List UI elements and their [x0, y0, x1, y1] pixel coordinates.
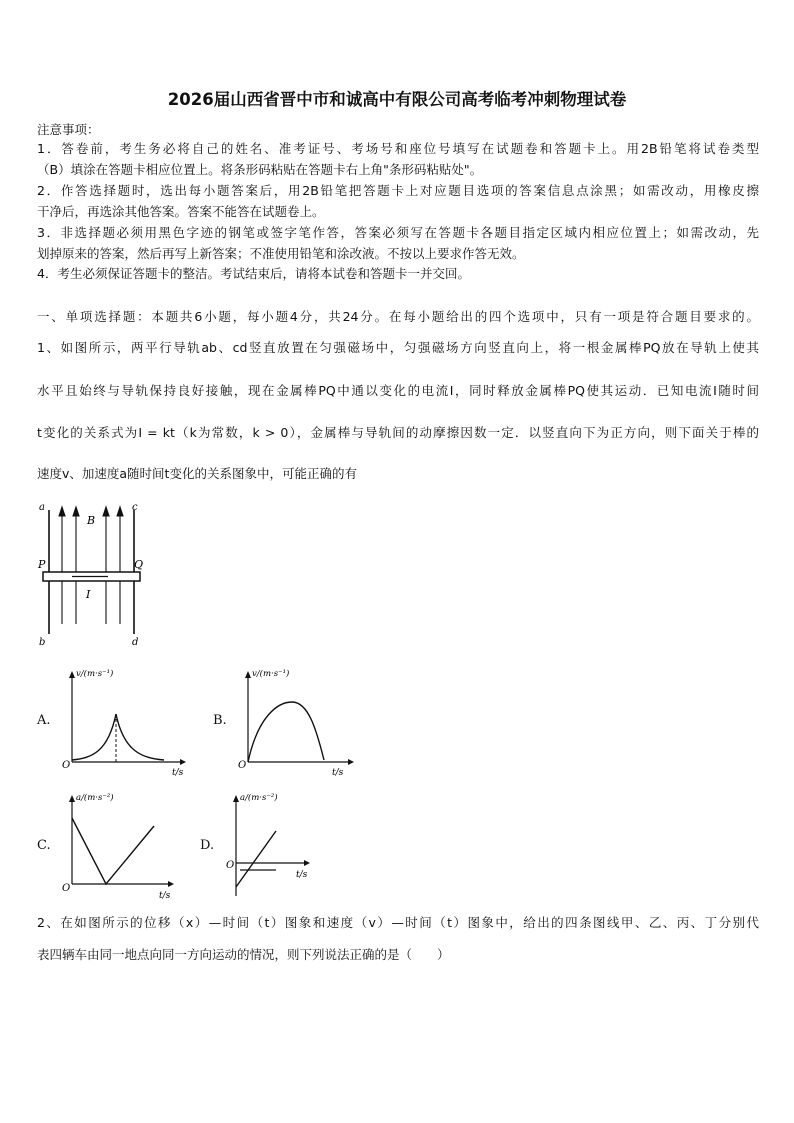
note-line: 3．非选择题必须用黑色字迹的钢笔或签字笔作答，答案必须写在答题卡各题目指定区域内相应位置上；如需改动，先: [37, 225, 759, 240]
option-b-graph: [236, 664, 366, 780]
note-line: 2．作答选择题时，选出每小题答案后，用2B铅笔把答题卡上对应题目选项的答案信息点涂黑；如需改动，用橡皮擦: [37, 183, 759, 198]
option-c-origin: O: [62, 883, 71, 894]
option-c-ylabel: a/(m·s⁻²): [76, 793, 114, 803]
exam-title: 2026届山西省晋中市和诚高中有限公司高考临考冲刺物理试卷: [167, 90, 627, 109]
question-2-line: 表四辆车由同一地点向同一方向运动的情况，则下列说法正确的是（ ）: [37, 947, 450, 962]
label-b: b: [39, 637, 46, 648]
option-b-origin: O: [238, 760, 247, 771]
label-B: B: [87, 514, 96, 527]
option-a-graph: [60, 664, 200, 780]
option-a-xlabel: t/s: [172, 768, 184, 778]
question-1-line: 速度v、加速度a随时间t变化的关系图象中，可能正确的有: [37, 466, 357, 481]
rails-figure: [34, 496, 154, 652]
option-d-letter: D.: [200, 838, 215, 853]
option-a-origin: O: [62, 760, 71, 771]
option-c-xlabel: t/s: [159, 891, 171, 901]
label-a: a: [39, 502, 45, 513]
label-I: I: [86, 588, 91, 601]
notes-heading: 注意事项：: [37, 122, 100, 137]
question-1-line: 水平且始终与导轨保持良好接触，现在金属棒PQ中通以变化的电流I，同时释放金属棒PQ使其运动．已知电流I随时间: [37, 383, 759, 398]
option-a-ylabel: v/(m·s⁻¹): [76, 669, 114, 679]
label-P: P: [38, 558, 46, 571]
note-line: 1．答卷前，考生务必将自己的姓名、准考证号、考场号和座位号填写在试题卷和答题卡上。用2B铅笔将试卷类型: [37, 141, 759, 156]
option-c-letter: C.: [37, 838, 51, 853]
label-d: d: [132, 637, 139, 648]
option-b-letter: B.: [213, 713, 227, 728]
note-line: 干净后，再选涂其他答案。答案不能答在试题卷上。: [37, 204, 325, 219]
option-b-xlabel: t/s: [332, 768, 344, 778]
option-d-xlabel: t/s: [296, 870, 308, 880]
option-d-ylabel: a/(m·s⁻²): [240, 793, 278, 803]
option-b-ylabel: v/(m·s⁻¹): [252, 669, 290, 679]
label-c: c: [132, 502, 138, 513]
note-line: （B）填涂在答题卡相应位置上。将条形码粘贴在答题卡右上角"条形码粘贴处"。: [37, 162, 483, 177]
question-2-line: 2、在如图所示的位移（x）—时间（t）图象和速度（v）—时间（t）图象中，给出的四条图线甲、乙、丙、丁分别代: [37, 915, 759, 930]
question-1-line: 1、如图所示，两平行导轨ab、cd竖直放置在匀强磁场中，匀强磁场方向竖直向上，将一根金属棒PQ放在导轨上使其: [37, 340, 759, 355]
option-a-letter: A.: [37, 713, 51, 728]
label-Q: Q: [134, 558, 144, 571]
option-d-graph: [224, 788, 324, 904]
option-d-origin: O: [226, 860, 235, 871]
question-1-line: t变化的关系式为I = kt（k为常数，k > 0），金属棒与导轨间的动摩擦因数一定．以竖直向下为正方向，则下面关于棒的: [37, 425, 759, 440]
note-line: 划掉原来的答案，然后再写上新答案；不准使用铅笔和涂改液。不按以上要求作答无效。: [37, 246, 525, 261]
option-c-graph: [60, 788, 190, 904]
note-line: 4．考生必须保证答题卡的整洁。考试结束后，请将本试卷和答题卡一并交回。: [37, 266, 470, 281]
section-heading: 一、单项选择题：本题共6小题，每小题4分，共24分。在每小题给出的四个选项中，只有一项是符合题目要求的。: [37, 309, 759, 324]
